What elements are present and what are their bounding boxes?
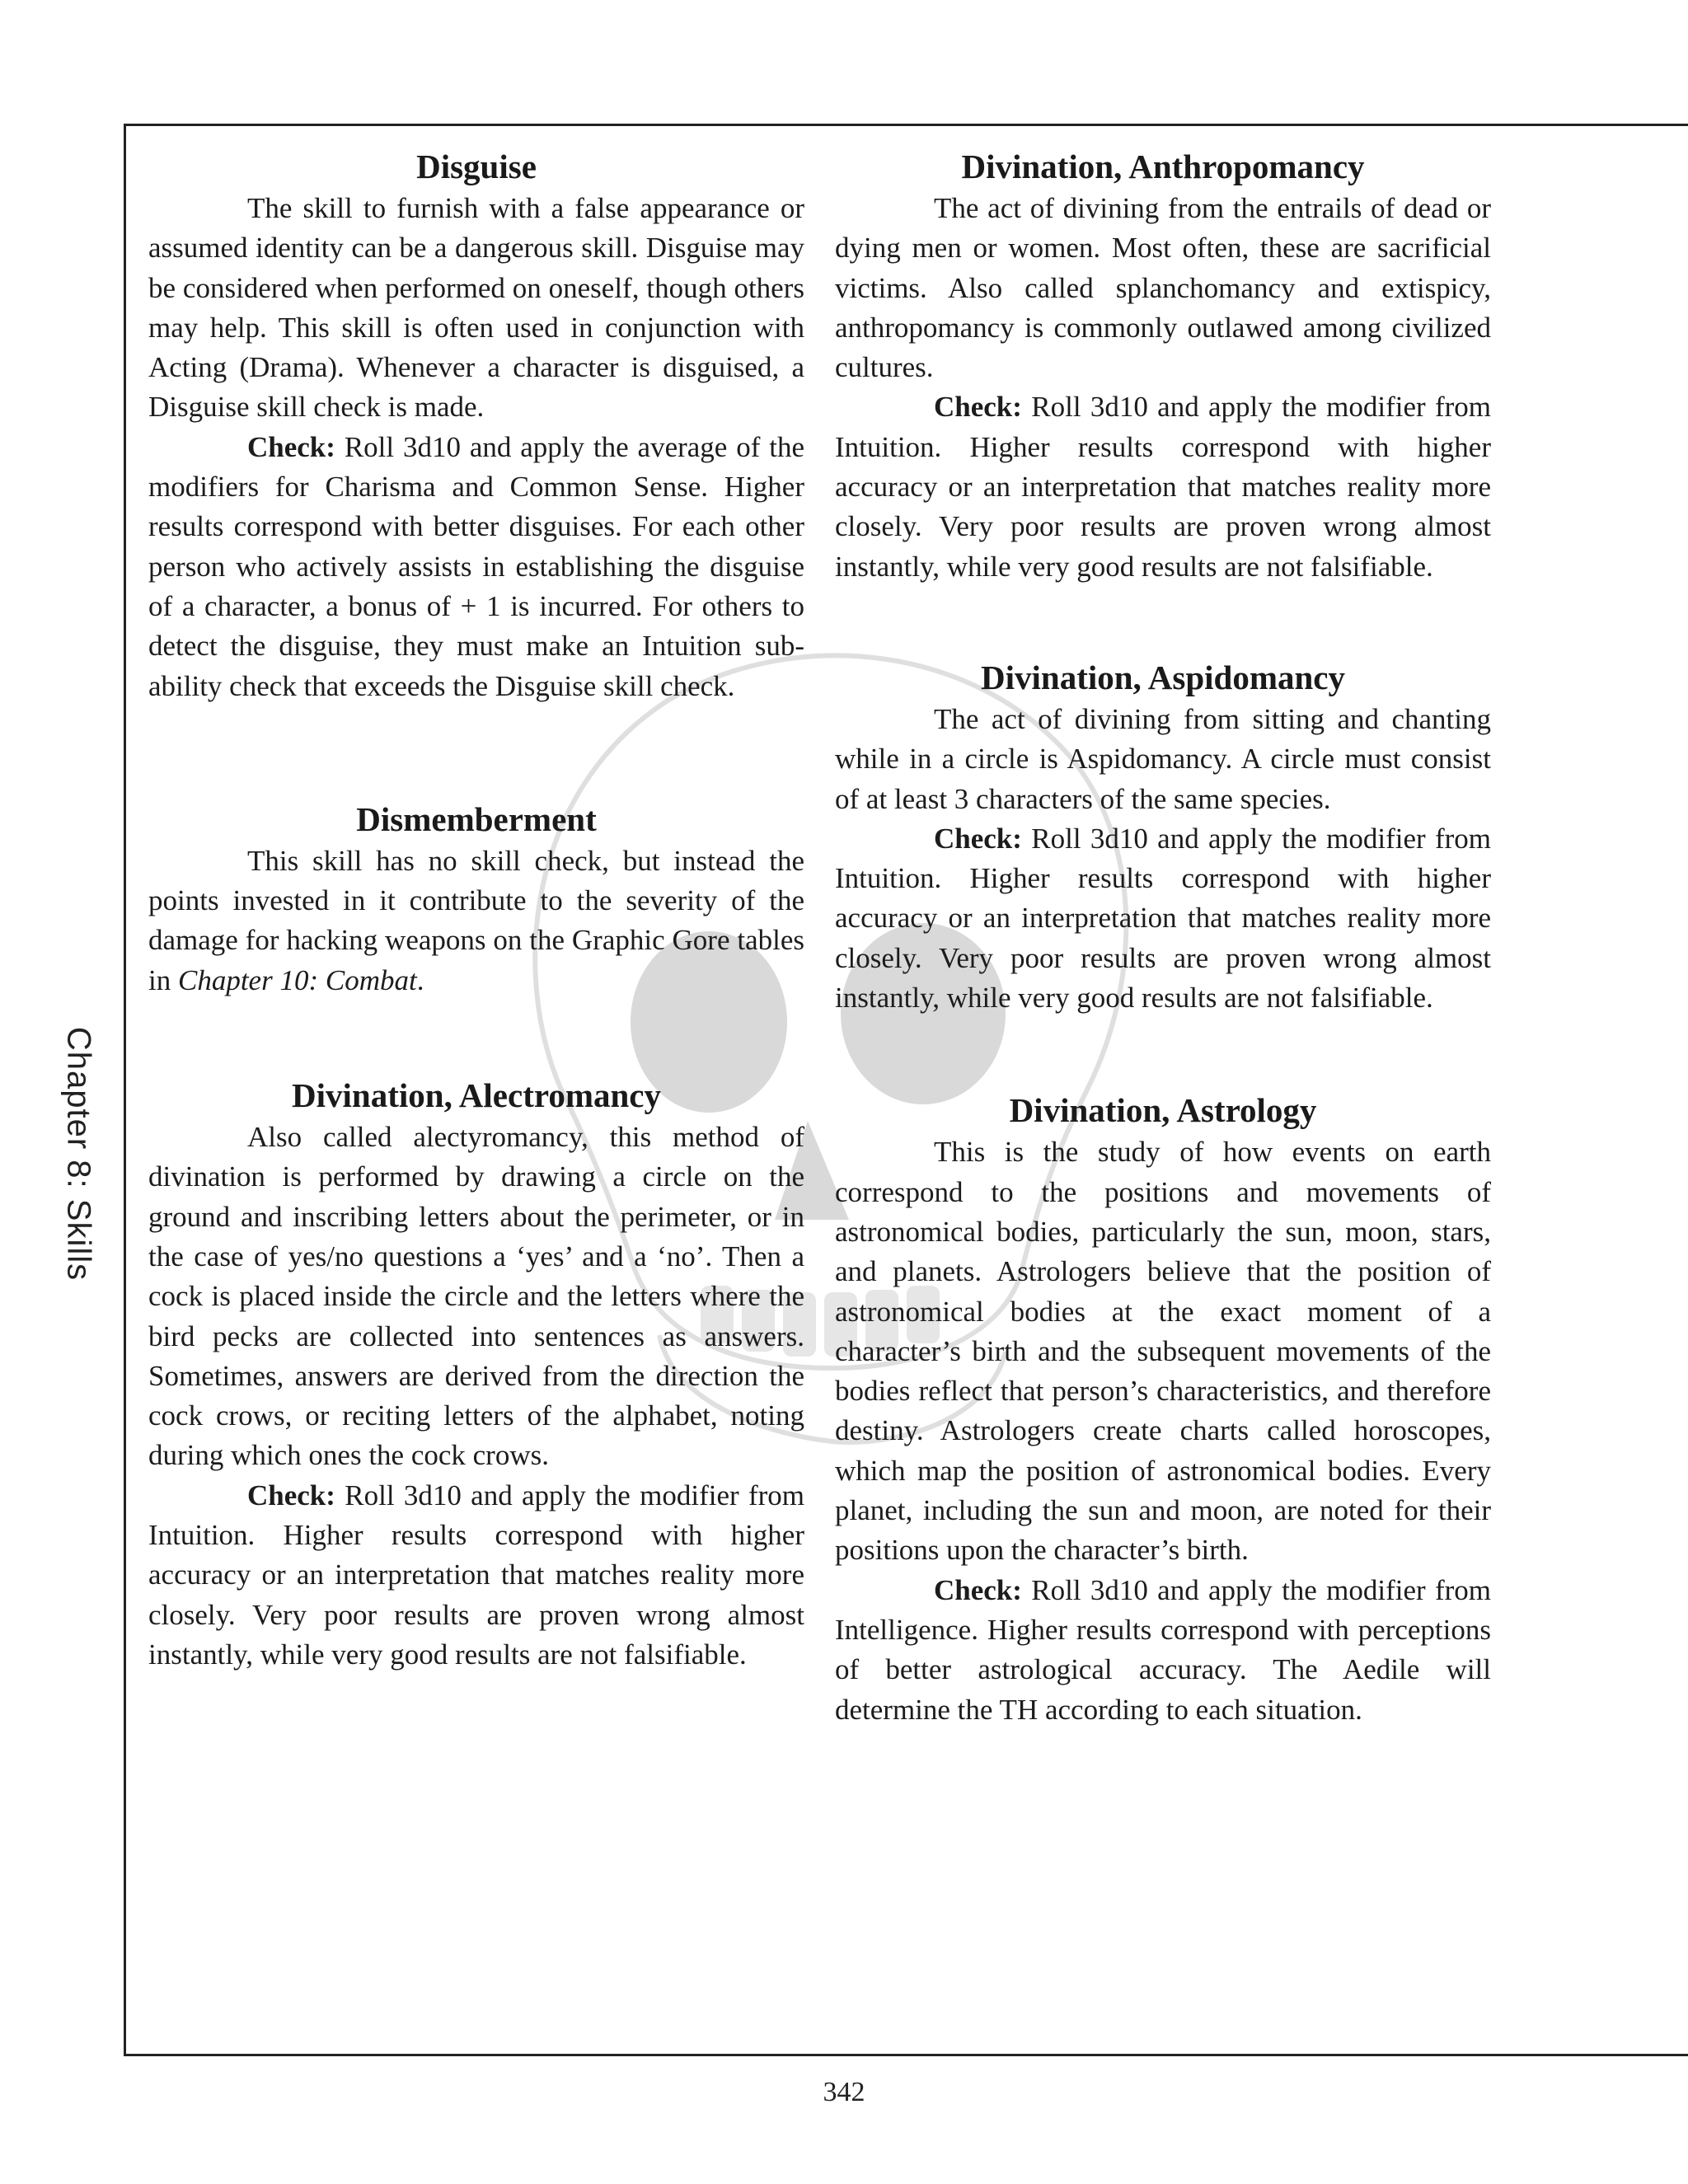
entry-alectromancy (148, 1073, 804, 1675)
entry-title: Divination, Astrology (1009, 1091, 1317, 1130)
check-label: Check: (247, 1479, 335, 1511)
check-text: Roll 3d10 and apply the modifier from Intuition. Higher results correspond with higher accuracy or an interpretation that matches reality more closely. Very poor results are proven wrong almost instantly, while very good results are not falsifiable. (835, 391, 1491, 583)
entry-title: Divination, Aspidomancy (981, 658, 1345, 696)
check-label: Check: (247, 430, 335, 463)
entry-title: Divination, Anthropomancy (961, 148, 1365, 185)
entry-check (835, 819, 1491, 1018)
entry-check (835, 387, 1491, 586)
entry-title: Divination, Alectromancy (292, 1076, 661, 1115)
entry-title: Disguise (416, 148, 537, 185)
entry-check (148, 1476, 804, 1675)
entry-intro: This is the study of how events on earth correspond to the positions and movements of astronomical bodies, particularly the sun, moon, stars, and planets. Astrologers believe that the position of astronomical bodies at the exact moment of a character’s birth and the subsequent movements of the bodies reflect that person’s characteristics, and therefore destiny. Astrologers create charts called horoscopes, which map the position of astronomical bodies. Every planet, including the sun and moon, are noted for their positions upon the character’s birth. (835, 1136, 1491, 1567)
entry-disguise (148, 144, 804, 706)
entry-anthropomancy (835, 144, 1491, 587)
check-text: Roll 3d10 and apply the modifier from Intelligence. Higher results correspond with perceptions of better astrological accuracy. The Aedile will determine the TH according to each situation. (835, 1573, 1491, 1726)
entry-intro: The skill to furnish with a false appearance or assumed identity can be a dangerous skill. Disguise may be considered when performed on oneself, though others may help. This skill is often used in conjunction with Acting (Drama). Whenever a character is disguised, a Disguise skill check is made. (148, 192, 804, 424)
entry-aspidomancy (835, 655, 1491, 1018)
page-number: 342 (823, 2077, 865, 2107)
chapter-label: Chapter 8: Skills (60, 1026, 97, 1282)
entry-body: This skill has no skill check, but instead the points invested in it contribute to the severity of the damage for hacking weapons on the Graphic Gore tables in (148, 844, 804, 996)
entry-title: Dismemberment (356, 799, 597, 838)
entry-end: . (416, 963, 424, 996)
check-label: Check: (934, 391, 1022, 424)
check-text: Roll 3d10 and apply the modifier from Intuition. Higher results correspond with higher accuracy or an interpretation that matches reality more closely. Very poor results are proven wrong almost instantly, while very good results are not falsifiable. (148, 1479, 804, 1671)
entry-dismemberment (148, 797, 804, 1001)
check-label: Check: (934, 1573, 1022, 1606)
check-label: Check: (934, 822, 1022, 855)
entry-astrology (835, 1088, 1491, 1729)
left-column (148, 144, 804, 1675)
check-text: Roll 3d10 and apply the modifier from Intuition. Higher results correspond with higher accuracy or an interpretation that matches reality more closely. Very poor results are proven wrong almost instantly, while very good results are not falsifiable. (835, 822, 1491, 1015)
entry-intro: Also called alectyromancy, this method of divination is performed by drawing a circle on the ground and inscribing letters about the perimeter, or in the case of yes/no questions a ‘yes’ and a ‘no’. Then a cock is placed inside the circle and the letters where the bird pecks are collected into sentences as answers. Sometimes, answers are derived from the direction the cock crows, or reciting letters of the alphabet, noting during which ones the cock crows. (148, 1121, 804, 1472)
entry-intro: The act of divining from the entrails of dead or dying men or women. Most often, these are sacrificial victims. Also called splanchomancy and extispicy, anthropomancy is commonly outlawed among civilized cultures. (835, 192, 1491, 384)
right-column (835, 144, 1491, 1730)
entry-text (148, 841, 804, 1001)
check-text: Roll 3d10 and apply the average of the modifiers for Charisma and Common Sense. Higher results correspond with better disguises. For each other person who actively assists in establishing the disguise of a character, a bonus of + 1 is incurred. For others to detect the disguise, they must make an Intuition sub-ability check that exceeds the Disguise skill check. (148, 430, 804, 702)
entry-check (835, 1571, 1491, 1730)
entry-check (148, 428, 804, 706)
chapter-reference: Chapter 10: Combat (177, 963, 417, 996)
entry-intro: The act of divining from sitting and chanting while in a circle is Aspidomancy. A circle must consist of at least 3 characters of the same species. (835, 702, 1491, 815)
